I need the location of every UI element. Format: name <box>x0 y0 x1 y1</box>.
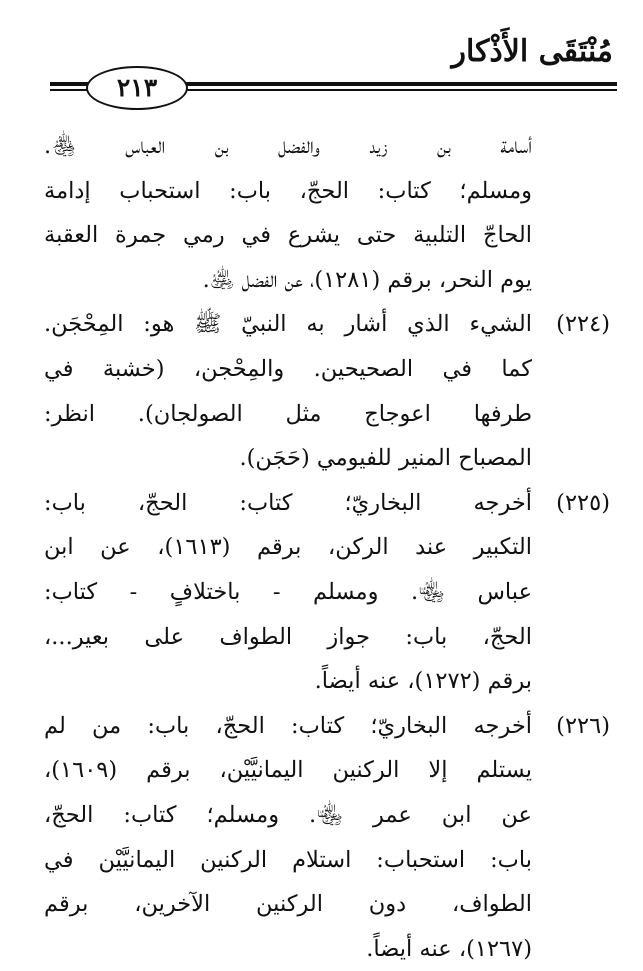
footnote-line: أخرجه البخاريّ؛ كتاب: الحجّ، باب: <box>44 489 532 516</box>
footnote-226 <box>44 704 610 971</box>
footnote-225 <box>44 481 610 704</box>
footnote-line: برقم (١٢٧٢)، عنه أيضاً. <box>314 668 532 695</box>
footnote-line: الحاجّ التلبية حتى يشرع في رمي جمرة العقبة <box>44 222 532 249</box>
footnote-line: ومسلم؛ كتاب: الحجّ، باب: استحباب إدامة <box>44 177 532 204</box>
footnote-line: التكبير عند الركن، برقم (١٦١٣)، عن ابن <box>44 534 532 561</box>
footnote-line: طرفها اعوجاج مثل الصولجان). انظر: <box>44 400 532 427</box>
footnote-line: عن ابن عمر ﵄. ومسلم؛ كتاب: الحجّ، <box>44 801 532 828</box>
page-number-oval: ٢١٣ <box>86 66 188 110</box>
footnote-line: الحجّ، باب: جواز الطواف على بعير...، <box>44 623 532 650</box>
footnote-line: كما في الصحيحين. والمِحْجن، (خشبة في <box>44 355 532 382</box>
footnote-line: عباس ﵄. ومسلم - باختلافٍ - كتاب: <box>44 578 532 605</box>
footnote-line: (١٢٦٧)، عنه أيضاً. <box>366 935 532 962</box>
footnote-224 <box>44 302 610 480</box>
footnote-number: (٢٢٥) <box>556 489 610 516</box>
footnote-line: باب: استحباب: استلام الركنين اليمانيَّيْن في <box>44 846 532 873</box>
footnote-number: (٢٢٤) <box>556 311 610 338</box>
footnote-line: الطواف، دون الركنين الآخرين، برقم <box>44 891 532 918</box>
footnote-line: يوم النحر، برقم (١٢٨١)، عن الفضل ﵁. <box>202 266 532 293</box>
footnote-line: أسامة بن زيد والفضل بن العباس ﵃. <box>44 133 532 159</box>
footnote-line: أخرجه البخاريّ؛ كتاب: الحجّ، باب: من لم <box>44 712 532 739</box>
footnote-number: (٢٢٦) <box>556 712 610 739</box>
footnotes-block <box>44 124 610 971</box>
running-header-title: مُنْتَقَى الأَذْكار <box>451 34 613 69</box>
footnote-first-line <box>44 481 610 526</box>
footnote-first-line <box>44 704 610 749</box>
footnote-line: الشيء الذي أشار به النبيّ ﷺ هو: المِحْجَن. <box>44 311 532 338</box>
footnote-line: المصباح المنير للفيومي (حَجَن). <box>239 445 532 472</box>
footnote-continuation <box>44 124 610 302</box>
footnote-first-line <box>44 302 610 347</box>
footnote-line: يستلم إلا الركنين اليمانيَّيْن، برقم (١٦٠٩)، <box>44 757 532 784</box>
